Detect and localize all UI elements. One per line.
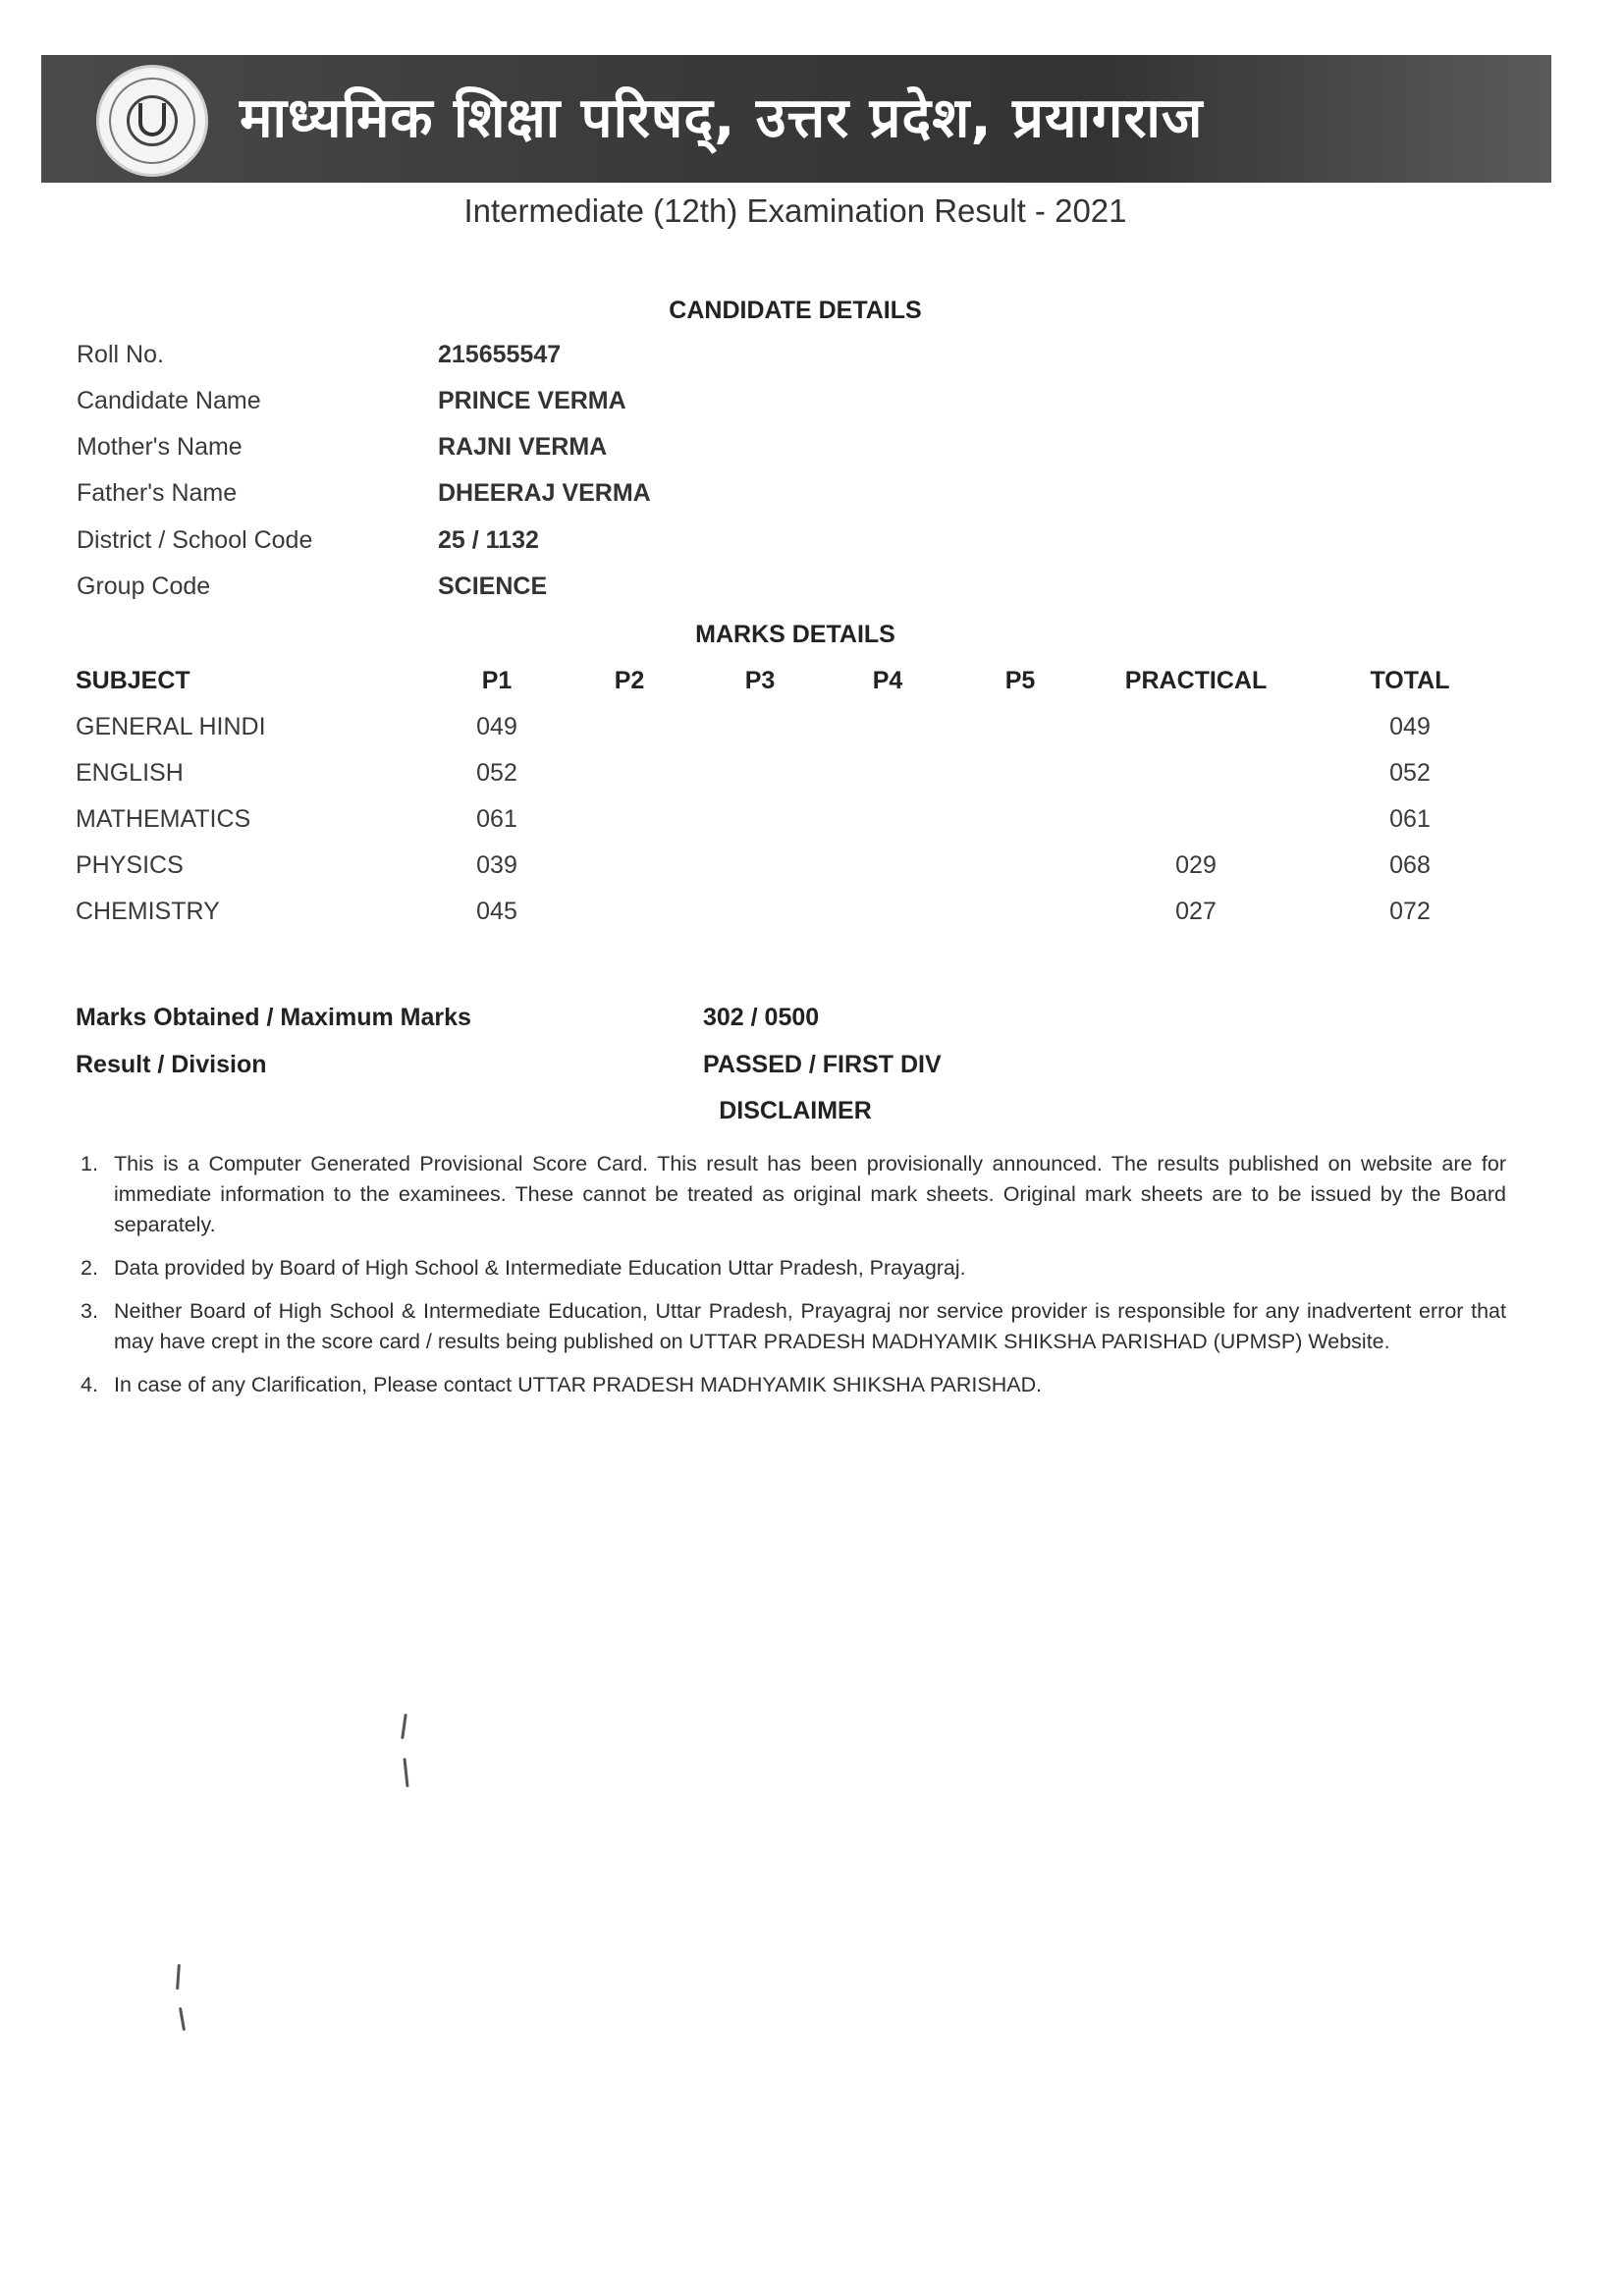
table-row-subject: MATHEMATICS [76, 805, 251, 833]
staple-mark [401, 1714, 407, 1739]
col-header-p3: P3 [744, 667, 776, 694]
table-row-total: 049 [1389, 713, 1431, 740]
table-row-p1: 039 [476, 851, 517, 879]
marks-details-heading: MARKS DETAILS [695, 621, 895, 648]
col-header-p5: P5 [1004, 667, 1036, 694]
exam-title: Intermediate (12th) Examination Result - 2021 [463, 192, 1127, 229]
list-item [81, 1296, 1506, 1357]
col-header-p1: P1 [481, 667, 513, 694]
table-row-total: 068 [1389, 851, 1431, 879]
roll-no-label: Roll No. [77, 341, 164, 368]
marks-obtained-label: Marks Obtained / Maximum Marks [76, 1004, 471, 1031]
table-row-total: 072 [1389, 898, 1431, 925]
table-row-practical: 029 [1175, 851, 1217, 879]
group-code-value: SCIENCE [438, 573, 548, 600]
col-header-total: TOTAL [1370, 667, 1450, 694]
result-division-label: Result / Division [76, 1051, 267, 1078]
group-code-label: Group Code [77, 573, 211, 600]
list-item [81, 1253, 1506, 1284]
col-header-practical: PRACTICAL [1124, 667, 1268, 694]
table-row-p1: 045 [476, 898, 517, 925]
roll-no-value: 215655547 [438, 341, 562, 368]
table-row-total: 061 [1389, 805, 1431, 833]
district-school-code-label: District / School Code [77, 526, 313, 554]
table-row-practical: 027 [1175, 898, 1217, 925]
col-header-p4: P4 [872, 667, 903, 694]
table-row-subject: CHEMISTRY [76, 898, 220, 925]
district-school-code-value: 25 / 1132 [438, 526, 539, 554]
list-item-text: Neither Board of High School & Intermediate Education, Uttar Pradesh, Prayagraj nor service provider is responsible for any inadvertent error that may have crept in the score card / results being published on UTTAR PRADESH MADHYAMIK SHIKSHA PARISHAD (UPMSP) Website. [114, 1299, 1506, 1353]
mother-name-label: Mother's Name [77, 433, 243, 461]
list-item-text: Data provided by Board of High School & Intermediate Education Uttar Pradesh, Prayagraj. [114, 1256, 966, 1280]
col-header-p2: P2 [614, 667, 645, 694]
list-item [81, 1370, 1506, 1400]
table-row-p1: 049 [476, 713, 517, 740]
candidate-details-heading: CANDIDATE DETAILS [669, 297, 922, 324]
list-item-number: 3. [81, 1299, 98, 1323]
col-header-subject: SUBJECT [76, 667, 190, 694]
board-name: माध्यमिक शिक्षा परिषद्, उत्तर प्रदेश, प्रयागराज [240, 86, 1204, 150]
staple-mark [176, 1964, 181, 1990]
table-row-p1: 052 [476, 759, 517, 787]
staple-mark [403, 1758, 408, 1787]
table-row-subject: ENGLISH [76, 759, 184, 787]
list-item-number: 2. [81, 1256, 98, 1280]
list-item-text: This is a Computer Generated Provisional Score Card. This result has been provisionally announced. The results published on website are for immediate information to the examinees. These cannot be treated as original mark sheets. Original mark sheets are to be issued by the Board separately. [114, 1152, 1506, 1236]
table-row-total: 052 [1389, 759, 1431, 787]
staple-mark [179, 2007, 186, 2031]
table-row-subject: GENERAL HINDI [76, 713, 266, 740]
list-item-number: 4. [81, 1373, 98, 1396]
table-row-p1: 061 [476, 805, 517, 833]
list-item-text: In case of any Clarification, Please contact UTTAR PRADESH MADHYAMIK SHIKSHA PARISHAD. [114, 1373, 1043, 1396]
father-name-label: Father's Name [77, 479, 238, 507]
candidate-name-label: Candidate Name [77, 387, 261, 414]
mother-name-value: RAJNI VERMA [438, 433, 608, 461]
disclaimer-heading: DISCLAIMER [719, 1097, 872, 1124]
result-division-value: PASSED / FIRST DIV [703, 1051, 942, 1078]
list-item-number: 1. [81, 1152, 98, 1175]
table-row-subject: PHYSICS [76, 851, 184, 879]
board-seal-icon [96, 65, 208, 177]
candidate-name-value: PRINCE VERMA [438, 387, 626, 414]
disclaimer-list [81, 1149, 1506, 1413]
list-item [81, 1149, 1506, 1240]
marks-obtained-value: 302 / 0500 [703, 1004, 820, 1031]
father-name-value: DHEERAJ VERMA [438, 479, 651, 507]
